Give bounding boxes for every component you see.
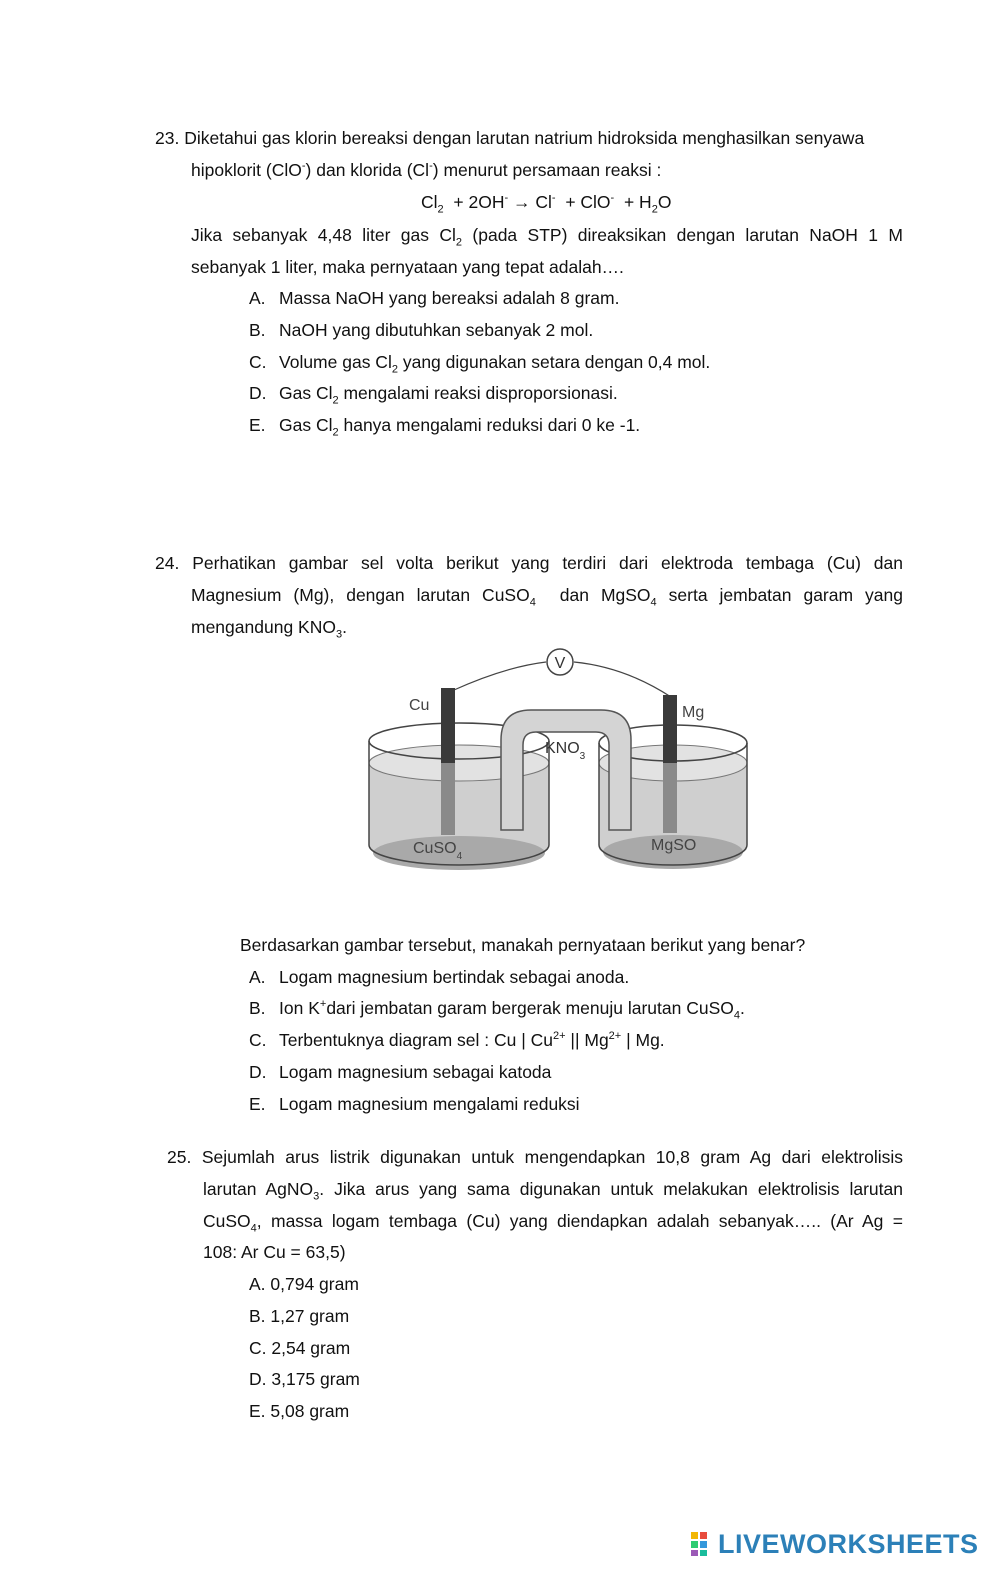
q25-line2 bbox=[203, 1178, 903, 1203]
q23-line3 bbox=[191, 224, 903, 249]
q23-option-a[interactable] bbox=[249, 287, 619, 309]
q24-option-b[interactable] bbox=[249, 997, 745, 1022]
q24-option-c[interactable] bbox=[249, 1029, 665, 1051]
q23-line3-a: Jika sebanyak 4,48 liter gas Cl bbox=[191, 225, 456, 245]
q24-question: Berdasarkan gambar tersebut, manakah pernyataan berikut yang benar? bbox=[240, 935, 806, 955]
option-letter: A. bbox=[249, 288, 266, 308]
q25-line3-a: CuSO bbox=[203, 1211, 251, 1231]
mg-label: Mg bbox=[682, 704, 705, 721]
q23-option-c[interactable] bbox=[249, 351, 711, 376]
option-letter: B. bbox=[249, 320, 266, 340]
eq-part: O bbox=[657, 192, 672, 212]
liveworksheets-logo-text: LIVEWORKSHEETS bbox=[718, 1528, 979, 1559]
wire bbox=[454, 662, 546, 690]
q24-option-e[interactable] bbox=[249, 1093, 580, 1115]
q25-line2-b: . Jika arus yang sama digunakan untuk melakukan elektrolisis larutan bbox=[319, 1179, 903, 1199]
option-text: Logam magnesium sebagai katoda bbox=[279, 1062, 552, 1082]
q25-line3 bbox=[203, 1210, 903, 1235]
sup: - bbox=[610, 192, 615, 205]
sub: 2 bbox=[455, 236, 463, 249]
sup: - bbox=[429, 160, 433, 173]
sub: 4 bbox=[529, 596, 536, 609]
option-text: . bbox=[740, 998, 745, 1018]
q25-number: 25. bbox=[167, 1147, 192, 1167]
option-letter: B. bbox=[249, 998, 266, 1018]
option-text: yang digunakan setara dengan 0,4 mol. bbox=[402, 352, 711, 372]
left-solution-sub: 4 bbox=[456, 851, 463, 862]
q25-line1 bbox=[167, 1146, 903, 1168]
q24-line2-b: dan MgSO bbox=[559, 585, 651, 605]
option-text: Gas Cl bbox=[279, 415, 333, 435]
eq-part: + H bbox=[623, 192, 652, 212]
q23-option-e[interactable] bbox=[249, 414, 641, 439]
eq-part: Cl bbox=[421, 192, 438, 212]
bridge-label-text: KNO bbox=[545, 740, 580, 757]
q25-option-c[interactable]: C. 2,54 gram bbox=[249, 1338, 351, 1358]
liveworksheets-logo-icon bbox=[690, 1531, 716, 1557]
option-letter: D. bbox=[249, 383, 267, 403]
q24-option-d[interactable] bbox=[249, 1061, 551, 1083]
q24-line2-a: Magnesium (Mg), dengan larutan CuSO bbox=[191, 585, 530, 605]
sub: 3 bbox=[313, 1190, 320, 1203]
cu-electrode-upper bbox=[441, 688, 455, 763]
sub: 2 bbox=[332, 394, 339, 407]
salt-bridge bbox=[501, 710, 631, 830]
right-solution-label: MgSO bbox=[651, 837, 697, 854]
q25-line3-b: , massa logam tembaga (Cu) yang diendapkan adalah sebanyak….. (Ar Ag = bbox=[256, 1211, 903, 1231]
q23-line1-text: Diketahui gas klorin bereaksi dengan larutan natrium hidroksida menghasilkan senyawa bbox=[184, 128, 865, 148]
q24-line2-c: serta jembatan garam yang bbox=[668, 585, 903, 605]
q23-number: 23. bbox=[155, 128, 180, 148]
q25-option-a[interactable]: A. 0,794 gram bbox=[249, 1274, 359, 1294]
option-letter: E. bbox=[249, 1094, 266, 1114]
option-text: Massa NaOH yang bereaksi adalah 8 gram. bbox=[279, 288, 620, 308]
bridge-label bbox=[545, 740, 586, 762]
q25-option-e[interactable]: E. 5,08 gram bbox=[249, 1401, 350, 1421]
option-text: || Mg bbox=[570, 1030, 609, 1050]
sub: 2 bbox=[332, 426, 339, 439]
sub: 3 bbox=[335, 628, 343, 641]
q23-option-d[interactable] bbox=[249, 382, 618, 407]
voltmeter-label: V bbox=[554, 655, 566, 672]
option-text: Volume gas Cl bbox=[279, 352, 392, 372]
q25-line1-text: Sejumlah arus listrik digunakan untuk mengendapkan 10,8 gram Ag dari elektrolisis bbox=[201, 1147, 903, 1167]
q24-line1 bbox=[155, 552, 903, 574]
option-text: Ion K bbox=[279, 998, 320, 1018]
q23-line2-c: ) menurut persamaan reaksi : bbox=[432, 160, 662, 180]
q25-line2-a: larutan AgNO bbox=[203, 1179, 314, 1199]
option-text: mengalami reaksi disproporsionasi. bbox=[343, 383, 618, 403]
q25-option-d[interactable]: D. 3,175 gram bbox=[249, 1369, 360, 1389]
eq-part: + 2OH bbox=[453, 192, 505, 212]
option-letter: A. bbox=[249, 967, 266, 987]
option-text: Terbentuknya diagram sel : Cu | Cu bbox=[279, 1030, 553, 1050]
sub: 2 bbox=[437, 203, 444, 216]
sup: - bbox=[301, 160, 306, 173]
sup: - bbox=[504, 192, 509, 205]
q24-line3 bbox=[191, 616, 347, 641]
left-solution-text: CuSO bbox=[413, 840, 457, 857]
q23-line2 bbox=[191, 159, 661, 181]
q23-option-b[interactable] bbox=[249, 319, 593, 341]
q23-equation bbox=[421, 191, 672, 216]
q23-line1 bbox=[155, 127, 864, 149]
option-text: Logam magnesium bertindak sebagai anoda. bbox=[279, 967, 630, 987]
option-text: NaOH yang dibutuhkan sebanyak 2 mol. bbox=[279, 320, 594, 340]
q23-line4: sebanyak 1 liter, maka pernyataan yang tepat adalah…. bbox=[191, 257, 624, 277]
q25-option-b[interactable]: B. 1,27 gram bbox=[249, 1306, 350, 1326]
option-letter: C. bbox=[249, 1030, 267, 1050]
sub: 4 bbox=[650, 596, 657, 609]
mg-electrode-lower bbox=[663, 763, 677, 833]
mg-electrode-upper bbox=[663, 695, 677, 763]
sup: - bbox=[551, 192, 556, 205]
voltaic-cell-diagram bbox=[355, 645, 755, 880]
sup: 2+ bbox=[552, 1030, 566, 1043]
sup: + bbox=[319, 998, 327, 1011]
q24-number: 24. bbox=[155, 553, 180, 573]
option-text: Logam magnesium mengalami reduksi bbox=[279, 1094, 580, 1114]
option-text: | Mg. bbox=[626, 1030, 665, 1050]
q24-line3-b: . bbox=[342, 617, 347, 637]
sub: 4 bbox=[733, 1009, 741, 1022]
sub: 4 bbox=[250, 1222, 257, 1235]
q23-line3-b: (pada STP) direaksikan dengan larutan NaOH 1 M bbox=[472, 225, 903, 245]
q23-line2-a: hipoklorit (ClO bbox=[191, 160, 302, 180]
cu-label: Cu bbox=[409, 697, 430, 714]
q24-line1-text: Perhatikan gambar sel volta berikut yang terdiri dari elektroda tembaga (Cu) dan bbox=[192, 553, 903, 573]
eq-part: + ClO bbox=[565, 192, 611, 212]
q24-line3-a: mengandung KNO bbox=[191, 617, 336, 637]
option-letter: C. bbox=[249, 352, 267, 372]
wire bbox=[574, 662, 671, 697]
sup: 2+ bbox=[608, 1030, 622, 1043]
q24-option-a[interactable] bbox=[249, 966, 629, 988]
option-text: dari jembatan garam bergerak menuju larutan CuSO bbox=[326, 998, 734, 1018]
sub: 2 bbox=[391, 363, 398, 376]
q25-line4: 108: Ar Cu = 63,5) bbox=[203, 1242, 346, 1262]
liveworksheets-logo bbox=[690, 1527, 979, 1561]
q23-line2-b: ) dan klorida (Cl bbox=[305, 160, 430, 180]
eq-part: → Cl bbox=[513, 192, 552, 212]
bridge-label-sub: 3 bbox=[579, 751, 586, 762]
option-letter: E. bbox=[249, 415, 266, 435]
cu-electrode-lower bbox=[441, 763, 455, 835]
option-text: hanya mengalami reduksi dari 0 ke -1. bbox=[343, 415, 641, 435]
option-letter: D. bbox=[249, 1062, 267, 1082]
sub: 2 bbox=[651, 203, 658, 216]
q24-line2 bbox=[191, 584, 903, 609]
option-text: Gas Cl bbox=[279, 383, 333, 403]
